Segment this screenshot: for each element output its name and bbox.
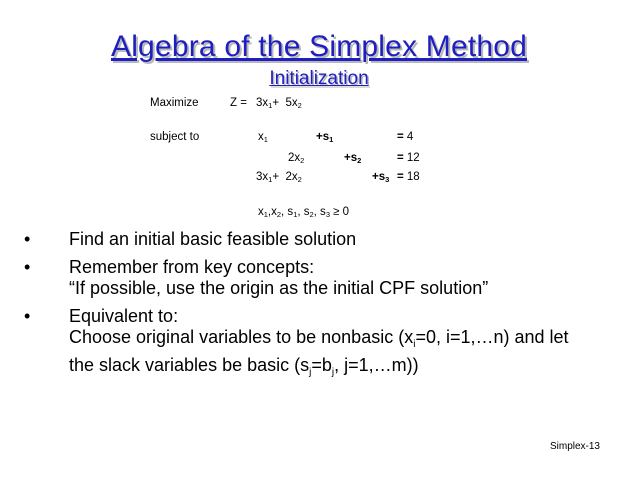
bullet-list: [24, 229, 624, 390]
constraint-1-rhs: = 4: [397, 131, 414, 143]
bullet-text-line: Choose original variables to be nonbasic ($x_i=0$, i=1,…n) and let: [69, 327, 569, 350]
bullet-marker: •: [24, 306, 31, 326]
objective-lhs: Z =: [230, 97, 247, 109]
constraint-2-x: $2x_2$: [288, 152, 305, 165]
bullet-text: Find an initial basic feasible solution: [69, 229, 357, 249]
bullet-marker: •: [24, 257, 31, 277]
nonnegativity-constraint: $x_1,x_2$, $s_1$, $s_2$, $s_3 \ge 0$: [258, 206, 350, 219]
constraint-1-x: $x_1$: [258, 131, 268, 144]
bullet-marker: •: [24, 229, 31, 249]
constraint-3-x: $3x_1+ 2x_2$: [256, 171, 302, 184]
constraint-3-slack: $+s_3$: [372, 171, 390, 184]
constraint-2-rhs: = 12: [397, 152, 420, 164]
bullet-text: Remember from key concepts:: [69, 257, 315, 277]
bullet-text-line: the slack variables be basic ($s_j=b_j$, j=1,…m)): [69, 355, 419, 378]
maximize-label: Maximize: [150, 97, 199, 109]
subject-to-label: subject to: [150, 131, 200, 143]
slide-subtitle: Initialization: [269, 68, 369, 89]
bullet-item: [24, 306, 624, 383]
constraint-2-slack: $+s_2$: [344, 152, 362, 165]
page-label: Simplex-13: [549, 441, 600, 452]
slide-title: Algebra of the Simplex Method: [110, 30, 528, 63]
bullet-item: [24, 229, 624, 250]
bullet-item: [24, 257, 624, 299]
constraint-1-slack: $+s_1$: [316, 131, 334, 144]
bullet-text: Equivalent to:: [69, 306, 179, 326]
objective-rhs: $3x_1+ 5x_2$: [256, 97, 302, 110]
bullet-text-quote: “If possible, use the origin as the initial CPF solution”: [69, 278, 489, 298]
constraint-3-rhs: = 18: [397, 171, 420, 183]
